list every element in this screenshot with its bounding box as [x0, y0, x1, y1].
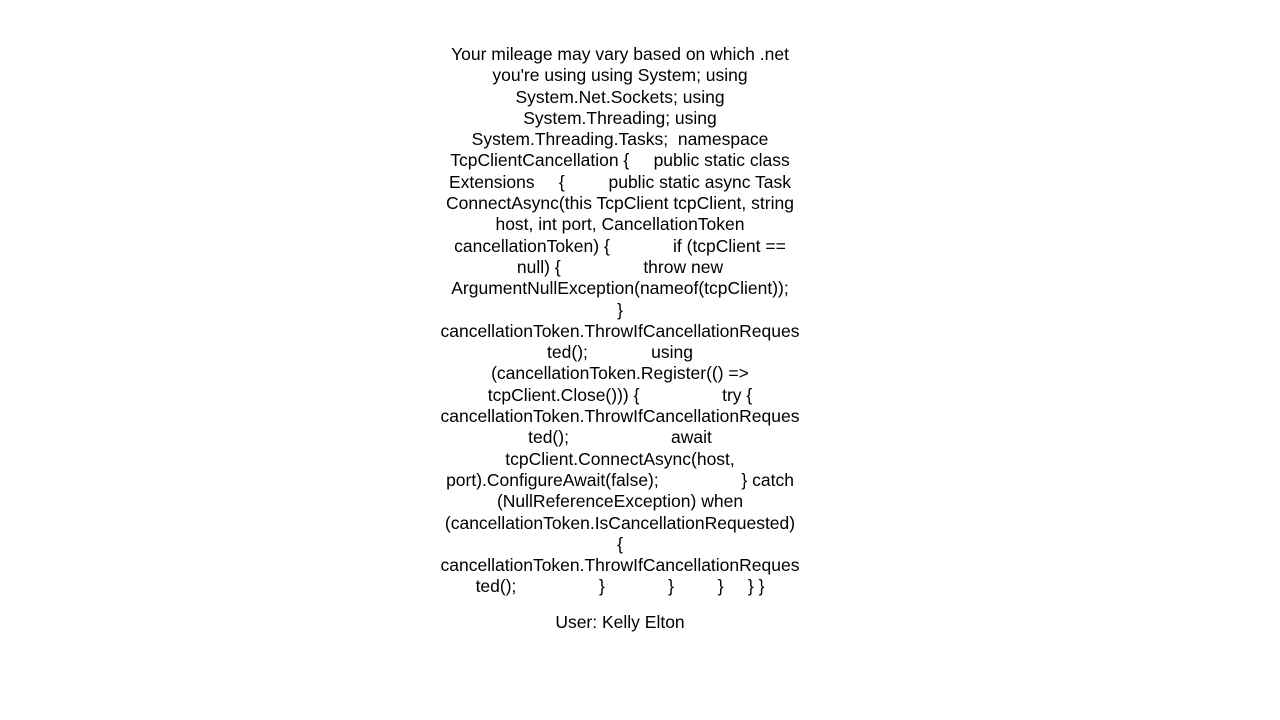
user-attribution: User: Kelly Elton: [555, 612, 685, 632]
answer-body-text: Your mileage may vary based on which .net you're using using System; using System.Net.Sockets; using System.Threading; using System.Threading.Tasks; namespace TcpClientCancellation { public static class Extensions { public static async Task ConnectAsync(this TcpClient tcpClient, string host, int port, CancellationToken cancellationToken) { if (tcpClient == null) { throw new ArgumentNullException(nameof(tcpClient)); } cancellationToken.ThrowIfCancellationRequested(); using (cancellationToken.Register(() => tcpClient.Close())) { try { cancellationToken.ThrowIfCancellationRequested(); await tcpClient.ConnectAsync(host, port).ConfigureAwait(false); } catch (NullReferenceException) when (cancellationToken.IsCancellationRequested) { cancellationToken.ThrowIfCancellationRequested(); } } } } }: [440, 44, 855, 597]
